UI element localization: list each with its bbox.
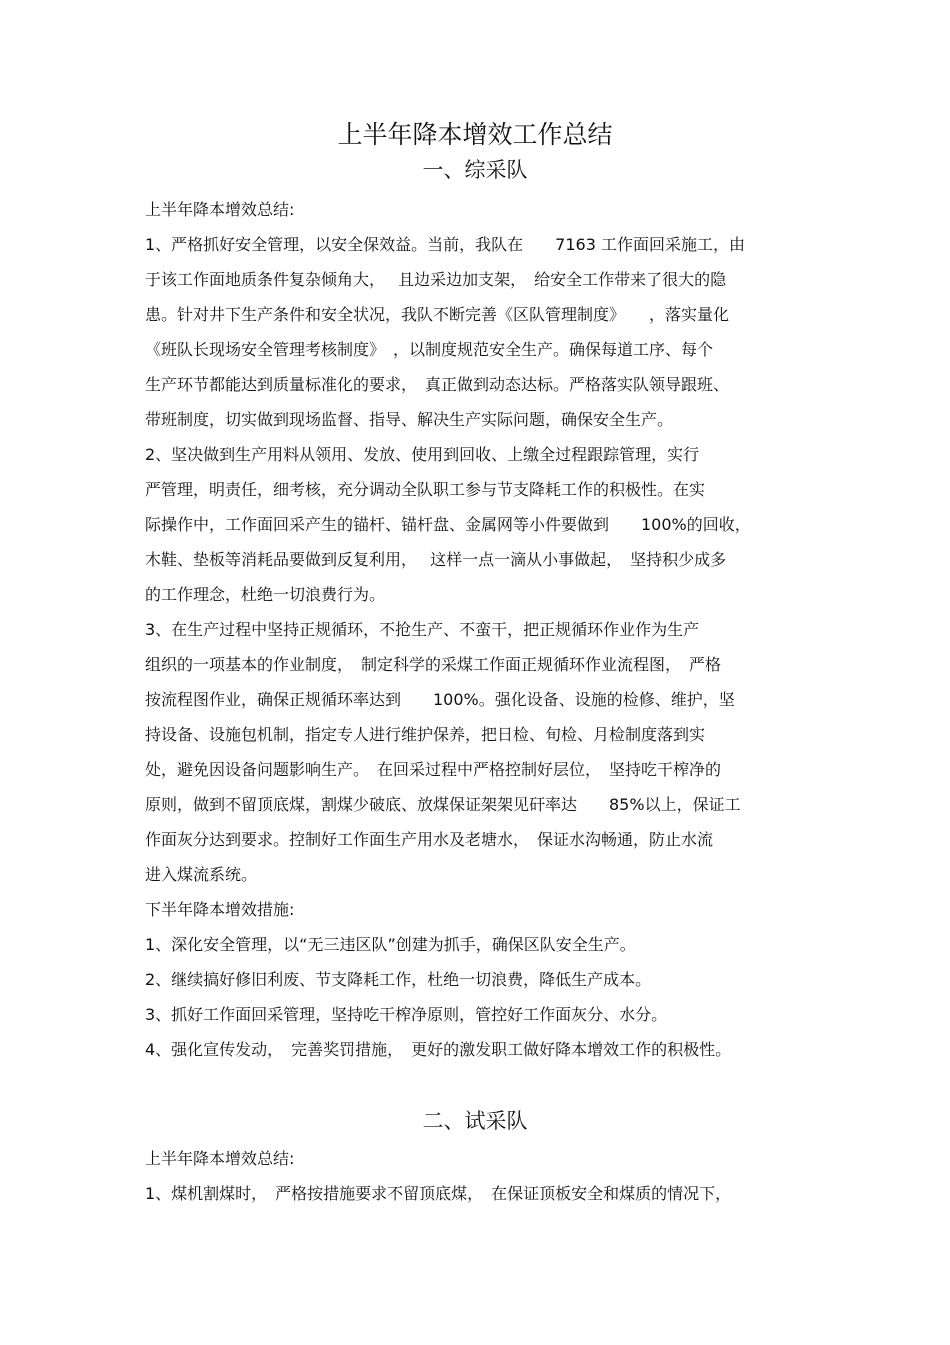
section-heading-2: 二、试采队: [422, 1109, 528, 1133]
text-line: 1、煤机割煤时， 严格按措施要求不留顶底煤， 在保证顶板安全和煤质的情况下，: [145, 1184, 732, 1203]
text-line: 患。针对井下生产条件和安全状况，我队不断完善《区队管理制度》 ，落实量化: [145, 305, 730, 324]
text-line: 1、严格抓好安全管理，以安全保效益。当前，我队在 7163 工作面回采施工，由: [145, 235, 745, 254]
text-line: 下半年降本增效措施:: [145, 900, 295, 919]
text-line: 上半年降本增效总结:: [145, 1149, 295, 1168]
text-line: 组织的一项基本的作业制度， 制定科学的采煤工作面正规循环作业流程图， 严格: [145, 655, 722, 674]
text-line: 严管理，明责任，细考核，充分调动全队职工参与节支降耗工作的积极性。在实: [145, 480, 706, 499]
text-line: 带班制度，切实做到现场监督、指导、解决生产实际问题，确保安全生产。: [145, 410, 674, 429]
text-line: 进入煤流系统。: [145, 865, 258, 884]
text-line: 际操作中，工作面回采产生的锚杆、锚杆盘、金属网等小件要做到 100%的回收，: [145, 515, 751, 534]
text-line: 持设备、设施包机制，指定专人进行维护保养，把日检、旬检、月检制度落到实: [145, 725, 706, 744]
text-line: 生产环节都能达到质量标准化的要求， 真正做到动态达标。严格落实队领导跟班、: [145, 375, 730, 394]
text-line: 处，避免因设备问题影响生产。 在回采过程中严格控制好层位， 坚持吃干榨净的: [145, 760, 722, 779]
text-line: 原则，做到不留顶底煤，割煤少破底、放煤保证架架见矸率达 85%以上，保证工: [145, 795, 741, 814]
text-line: 于该工作面地质条件复杂倾角大， 且边采边加支架， 给安全工作带来了很大的隐: [145, 270, 727, 289]
text-line: 木鞋、垫板等消耗品要做到反复利用， 这样一点一滴从小事做起， 坚持积少成多: [145, 550, 727, 569]
text-line: 3、抓好工作面回采管理，坚持吃干榨净原则，管控好工作面灰分、水分。: [145, 1005, 668, 1024]
text-line: 作面灰分达到要求。控制好工作面生产用水及老塘水， 保证水沟畅通，防止水流: [145, 830, 714, 849]
text-line: 的工作理念，杜绝一切浪费行为。: [145, 585, 386, 604]
text-line: 按流程图作业，确保正规循环率达到 100%。强化设备、设施的检修、维护，坚: [145, 690, 735, 709]
text-line: 3、在生产过程中坚持正规循环，不抢生产、不蛮干，把正规循环作业作为生产: [145, 620, 700, 639]
text-line: 2、继续搞好修旧利废、节支降耗工作，杜绝一切浪费，降低生产成本。: [145, 970, 652, 989]
text-line: 2、坚决做到生产用料从领用、发放、使用到回收、上缴全过程跟踪管理，实行: [145, 445, 700, 464]
text-line: 4、强化宣传发动， 完善奖罚措施， 更好的激发职工做好降本增效工作的积极性。: [145, 1040, 732, 1059]
text-line: 上半年降本增效总结:: [145, 200, 295, 219]
text-line: 《班队长现场安全管理考核制度》 ，以制度规范安全生产。确保每道工序、每个: [145, 340, 714, 359]
section-heading-1: 一、综采队: [422, 158, 528, 182]
document-title: 上半年降本增效工作总结: [337, 120, 613, 149]
text-line: 1、深化安全管理，以“无三违区队”创建为抓手，确保区队安全生产。: [145, 935, 636, 954]
